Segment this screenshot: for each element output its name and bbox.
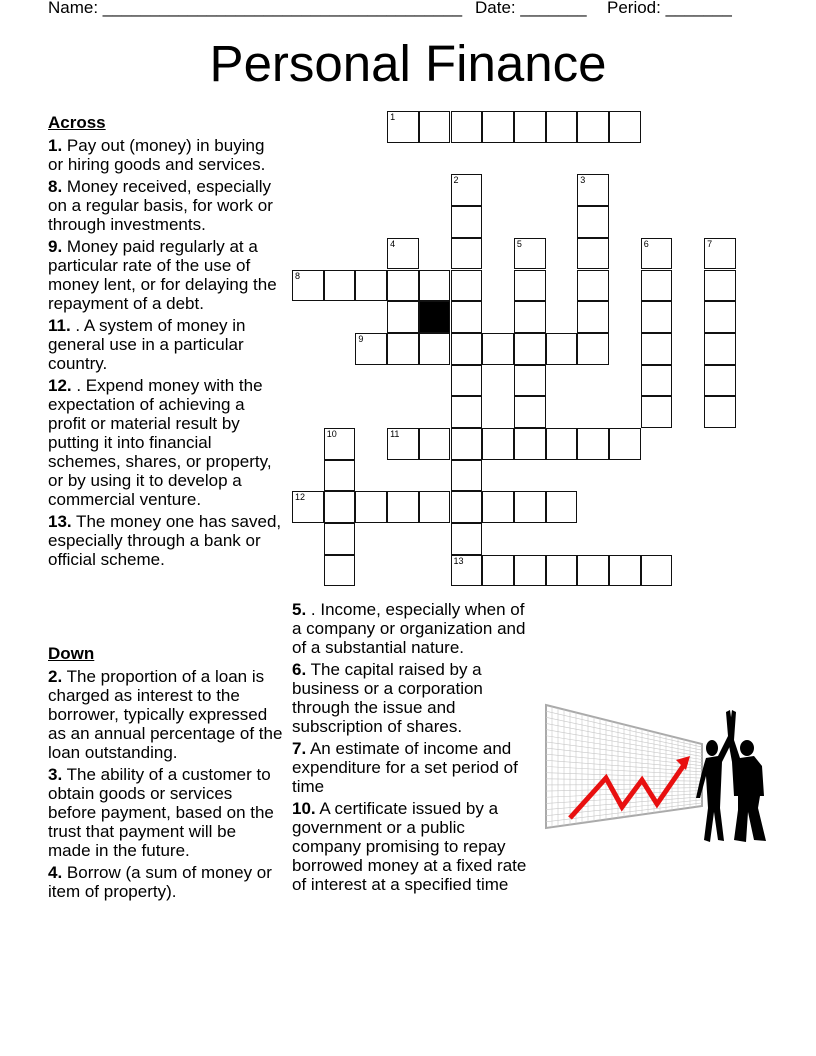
finance-illustration bbox=[544, 700, 774, 845]
grid-cell[interactable] bbox=[514, 111, 546, 143]
clue-number: 13. bbox=[48, 512, 72, 531]
grid-cell[interactable] bbox=[514, 396, 546, 428]
grid-cell[interactable] bbox=[641, 396, 673, 428]
grid-cell[interactable] bbox=[514, 491, 546, 523]
cell-number: 4 bbox=[390, 238, 396, 249]
grid-cell[interactable] bbox=[451, 396, 483, 428]
down-clues-right bbox=[292, 600, 532, 897]
grid-cell[interactable] bbox=[419, 333, 451, 365]
down-clues-left bbox=[48, 644, 283, 904]
clue-text: The capital raised by a business or a corporation through the issue and subscription of shares. bbox=[292, 660, 483, 736]
grid-cell[interactable] bbox=[482, 428, 514, 460]
grid-cell[interactable] bbox=[451, 238, 483, 270]
black-cell bbox=[419, 301, 451, 333]
clue-text: . Income, especially when of a company or organization and of a substantial nature. bbox=[292, 600, 526, 657]
down-clue bbox=[48, 667, 283, 762]
grid-cell[interactable] bbox=[292, 491, 324, 523]
grid-cell[interactable] bbox=[514, 238, 546, 270]
down-clue bbox=[292, 660, 532, 736]
across-clue bbox=[48, 136, 283, 174]
grid-cell[interactable] bbox=[355, 270, 387, 302]
across-clue bbox=[48, 316, 283, 373]
grid-cell[interactable] bbox=[387, 301, 419, 333]
clue-number: 7. bbox=[292, 739, 307, 758]
grid-cell[interactable] bbox=[387, 333, 419, 365]
grid-cell[interactable] bbox=[387, 238, 419, 270]
clue-number: 5. bbox=[292, 600, 307, 619]
clue-number: 6. bbox=[292, 660, 307, 679]
grid-cell[interactable] bbox=[419, 270, 451, 302]
grid-cell[interactable] bbox=[451, 428, 483, 460]
down-clue bbox=[48, 765, 283, 860]
grid-cell[interactable] bbox=[324, 491, 356, 523]
name-field-label: Name: ______________________________________ bbox=[48, 0, 463, 17]
clue-text: Borrow (a sum of money or item of property). bbox=[48, 863, 272, 901]
clue-text: The money one has saved, especially through a bank or official scheme. bbox=[48, 512, 282, 569]
grid-cell[interactable] bbox=[577, 206, 609, 238]
grid-cell[interactable] bbox=[577, 301, 609, 333]
grid-cell[interactable] bbox=[577, 555, 609, 587]
grid-cell[interactable] bbox=[451, 333, 483, 365]
down-clue bbox=[48, 863, 283, 901]
grid-cell[interactable] bbox=[514, 333, 546, 365]
grid-cell[interactable] bbox=[641, 270, 673, 302]
grid-cell[interactable] bbox=[324, 460, 356, 492]
grid-cell[interactable] bbox=[514, 301, 546, 333]
grid-cell[interactable] bbox=[482, 555, 514, 587]
clue-number: 4. bbox=[48, 863, 63, 882]
grid-cell[interactable] bbox=[609, 111, 641, 143]
grid-cell[interactable] bbox=[482, 333, 514, 365]
grid-cell[interactable] bbox=[324, 428, 356, 460]
grid-cell[interactable] bbox=[641, 238, 673, 270]
cell-number: 10 bbox=[326, 429, 337, 439]
clue-text: An estimate of income and expenditure for a set period of time bbox=[292, 739, 518, 796]
grid-cell[interactable] bbox=[355, 333, 387, 365]
grid-cell[interactable] bbox=[704, 365, 736, 397]
grid-cell[interactable] bbox=[704, 333, 736, 365]
grid-cell[interactable] bbox=[577, 238, 609, 270]
grid-cell[interactable] bbox=[514, 428, 546, 460]
grid-cell[interactable] bbox=[577, 174, 609, 206]
grid-cell[interactable] bbox=[577, 428, 609, 460]
grid-cell[interactable] bbox=[641, 555, 673, 587]
clue-text: Pay out (money) in buying or hiring goods and services. bbox=[48, 136, 266, 174]
clue-number: 11. bbox=[48, 316, 71, 335]
cell-number: 12 bbox=[295, 492, 306, 503]
chart-grid-icon bbox=[546, 705, 702, 828]
cell-number: 6 bbox=[643, 238, 649, 249]
clue-number: 2. bbox=[48, 667, 63, 686]
grid-cell[interactable] bbox=[387, 428, 419, 460]
cell-number: 11 bbox=[390, 429, 400, 439]
grid-cell[interactable] bbox=[546, 111, 578, 143]
grid-cell[interactable] bbox=[419, 111, 451, 143]
clue-number: 9. bbox=[48, 237, 63, 256]
grid-cell[interactable] bbox=[546, 333, 578, 365]
across-clue bbox=[48, 177, 283, 234]
grid-cell[interactable] bbox=[419, 428, 451, 460]
grid-cell[interactable] bbox=[641, 365, 673, 397]
grid-cell[interactable] bbox=[324, 523, 356, 555]
grid-cell[interactable] bbox=[577, 270, 609, 302]
grid-cell[interactable] bbox=[514, 270, 546, 302]
grid-cell[interactable] bbox=[704, 301, 736, 333]
grid-cell[interactable] bbox=[324, 555, 356, 587]
clue-number: 8. bbox=[48, 177, 63, 196]
cell-number: 3 bbox=[580, 175, 586, 186]
grid-cell[interactable] bbox=[704, 396, 736, 428]
grid-cell[interactable] bbox=[451, 206, 483, 238]
grid-cell[interactable] bbox=[546, 491, 578, 523]
clue-number: 3. bbox=[48, 765, 63, 784]
cell-number: 5 bbox=[516, 238, 522, 249]
clue-text: The proportion of a loan is charged as interest to the borrower, typically expressed as an annual percentage of the loan outstanding. bbox=[48, 667, 283, 762]
grid-cell[interactable] bbox=[451, 270, 483, 302]
across-clue bbox=[48, 376, 283, 509]
grid-cell[interactable] bbox=[451, 555, 483, 587]
cell-number: 13 bbox=[453, 555, 464, 566]
cell-number: 1 bbox=[390, 112, 396, 122]
grid-cell[interactable] bbox=[577, 333, 609, 365]
people-high-five-icon bbox=[696, 710, 766, 842]
cell-number: 7 bbox=[707, 238, 713, 249]
grid-cell[interactable] bbox=[451, 491, 483, 523]
grid-cell[interactable] bbox=[387, 270, 419, 302]
cell-number: 9 bbox=[358, 333, 364, 344]
grid-cell[interactable] bbox=[451, 111, 483, 143]
grid-cell[interactable] bbox=[482, 111, 514, 143]
clue-text: The ability of a customer to obtain goods or services before payment, based on the trust that payment will be made in the future. bbox=[48, 765, 274, 860]
grid-cell[interactable] bbox=[704, 270, 736, 302]
grid-cell[interactable] bbox=[609, 428, 641, 460]
page-title: Personal Finance bbox=[209, 35, 607, 92]
clue-text: A certificate issued by a government or a public company promising to repay borrowed money at a fixed rate of interest at a specified time bbox=[292, 799, 527, 894]
grid-cell[interactable] bbox=[704, 238, 736, 270]
clue-number: 10. bbox=[292, 799, 316, 818]
grid-cell[interactable] bbox=[387, 111, 419, 143]
period-field-label: Period: _______ bbox=[607, 0, 732, 17]
across-clue bbox=[48, 237, 283, 313]
grid-cell[interactable] bbox=[546, 555, 578, 587]
grid-cell[interactable] bbox=[451, 460, 483, 492]
grid-cell[interactable] bbox=[451, 523, 483, 555]
cell-number: 8 bbox=[295, 270, 301, 281]
grid-cell[interactable] bbox=[355, 491, 387, 523]
clue-text: Money received, especially on a regular basis, for work or through investments. bbox=[48, 177, 273, 234]
grid-cell[interactable] bbox=[451, 174, 483, 206]
down-clue bbox=[292, 799, 532, 894]
clue-text: Money paid regularly at a particular rate of the use of money lent, or for delaying the repayment of a debt. bbox=[48, 237, 277, 313]
grid-cell[interactable] bbox=[577, 111, 609, 143]
across-clues bbox=[48, 113, 283, 572]
grid-cell[interactable] bbox=[451, 365, 483, 397]
grid-cell[interactable] bbox=[324, 270, 356, 302]
date-field-label: Date: _______ bbox=[475, 0, 587, 17]
clue-text: . Expend money with the expectation of achieving a profit or material result by putting it into financial schemes, shares, or property, or by using it to develop a commercial venture. bbox=[48, 376, 272, 509]
clue-text: . A system of money in general use in a particular country. bbox=[48, 316, 246, 373]
clue-number: 12. bbox=[48, 376, 72, 395]
grid-cell[interactable] bbox=[419, 491, 451, 523]
grid-cell[interactable] bbox=[514, 555, 546, 587]
cell-number: 2 bbox=[453, 175, 459, 186]
grid-cell[interactable] bbox=[514, 365, 546, 397]
down-heading: Down bbox=[48, 644, 95, 663]
grid-cell[interactable] bbox=[641, 301, 673, 333]
across-clue bbox=[48, 512, 283, 569]
grid-cell[interactable] bbox=[641, 333, 673, 365]
down-clue bbox=[292, 739, 532, 796]
grid-cell[interactable] bbox=[292, 270, 324, 302]
grid-cell[interactable] bbox=[387, 491, 419, 523]
grid-cell[interactable] bbox=[482, 491, 514, 523]
across-heading: Across bbox=[48, 113, 106, 132]
down-clue bbox=[292, 600, 532, 657]
grid-cell[interactable] bbox=[609, 555, 641, 587]
clue-number: 1. bbox=[48, 136, 63, 155]
grid-cell[interactable] bbox=[546, 428, 578, 460]
grid-cell[interactable] bbox=[451, 301, 483, 333]
